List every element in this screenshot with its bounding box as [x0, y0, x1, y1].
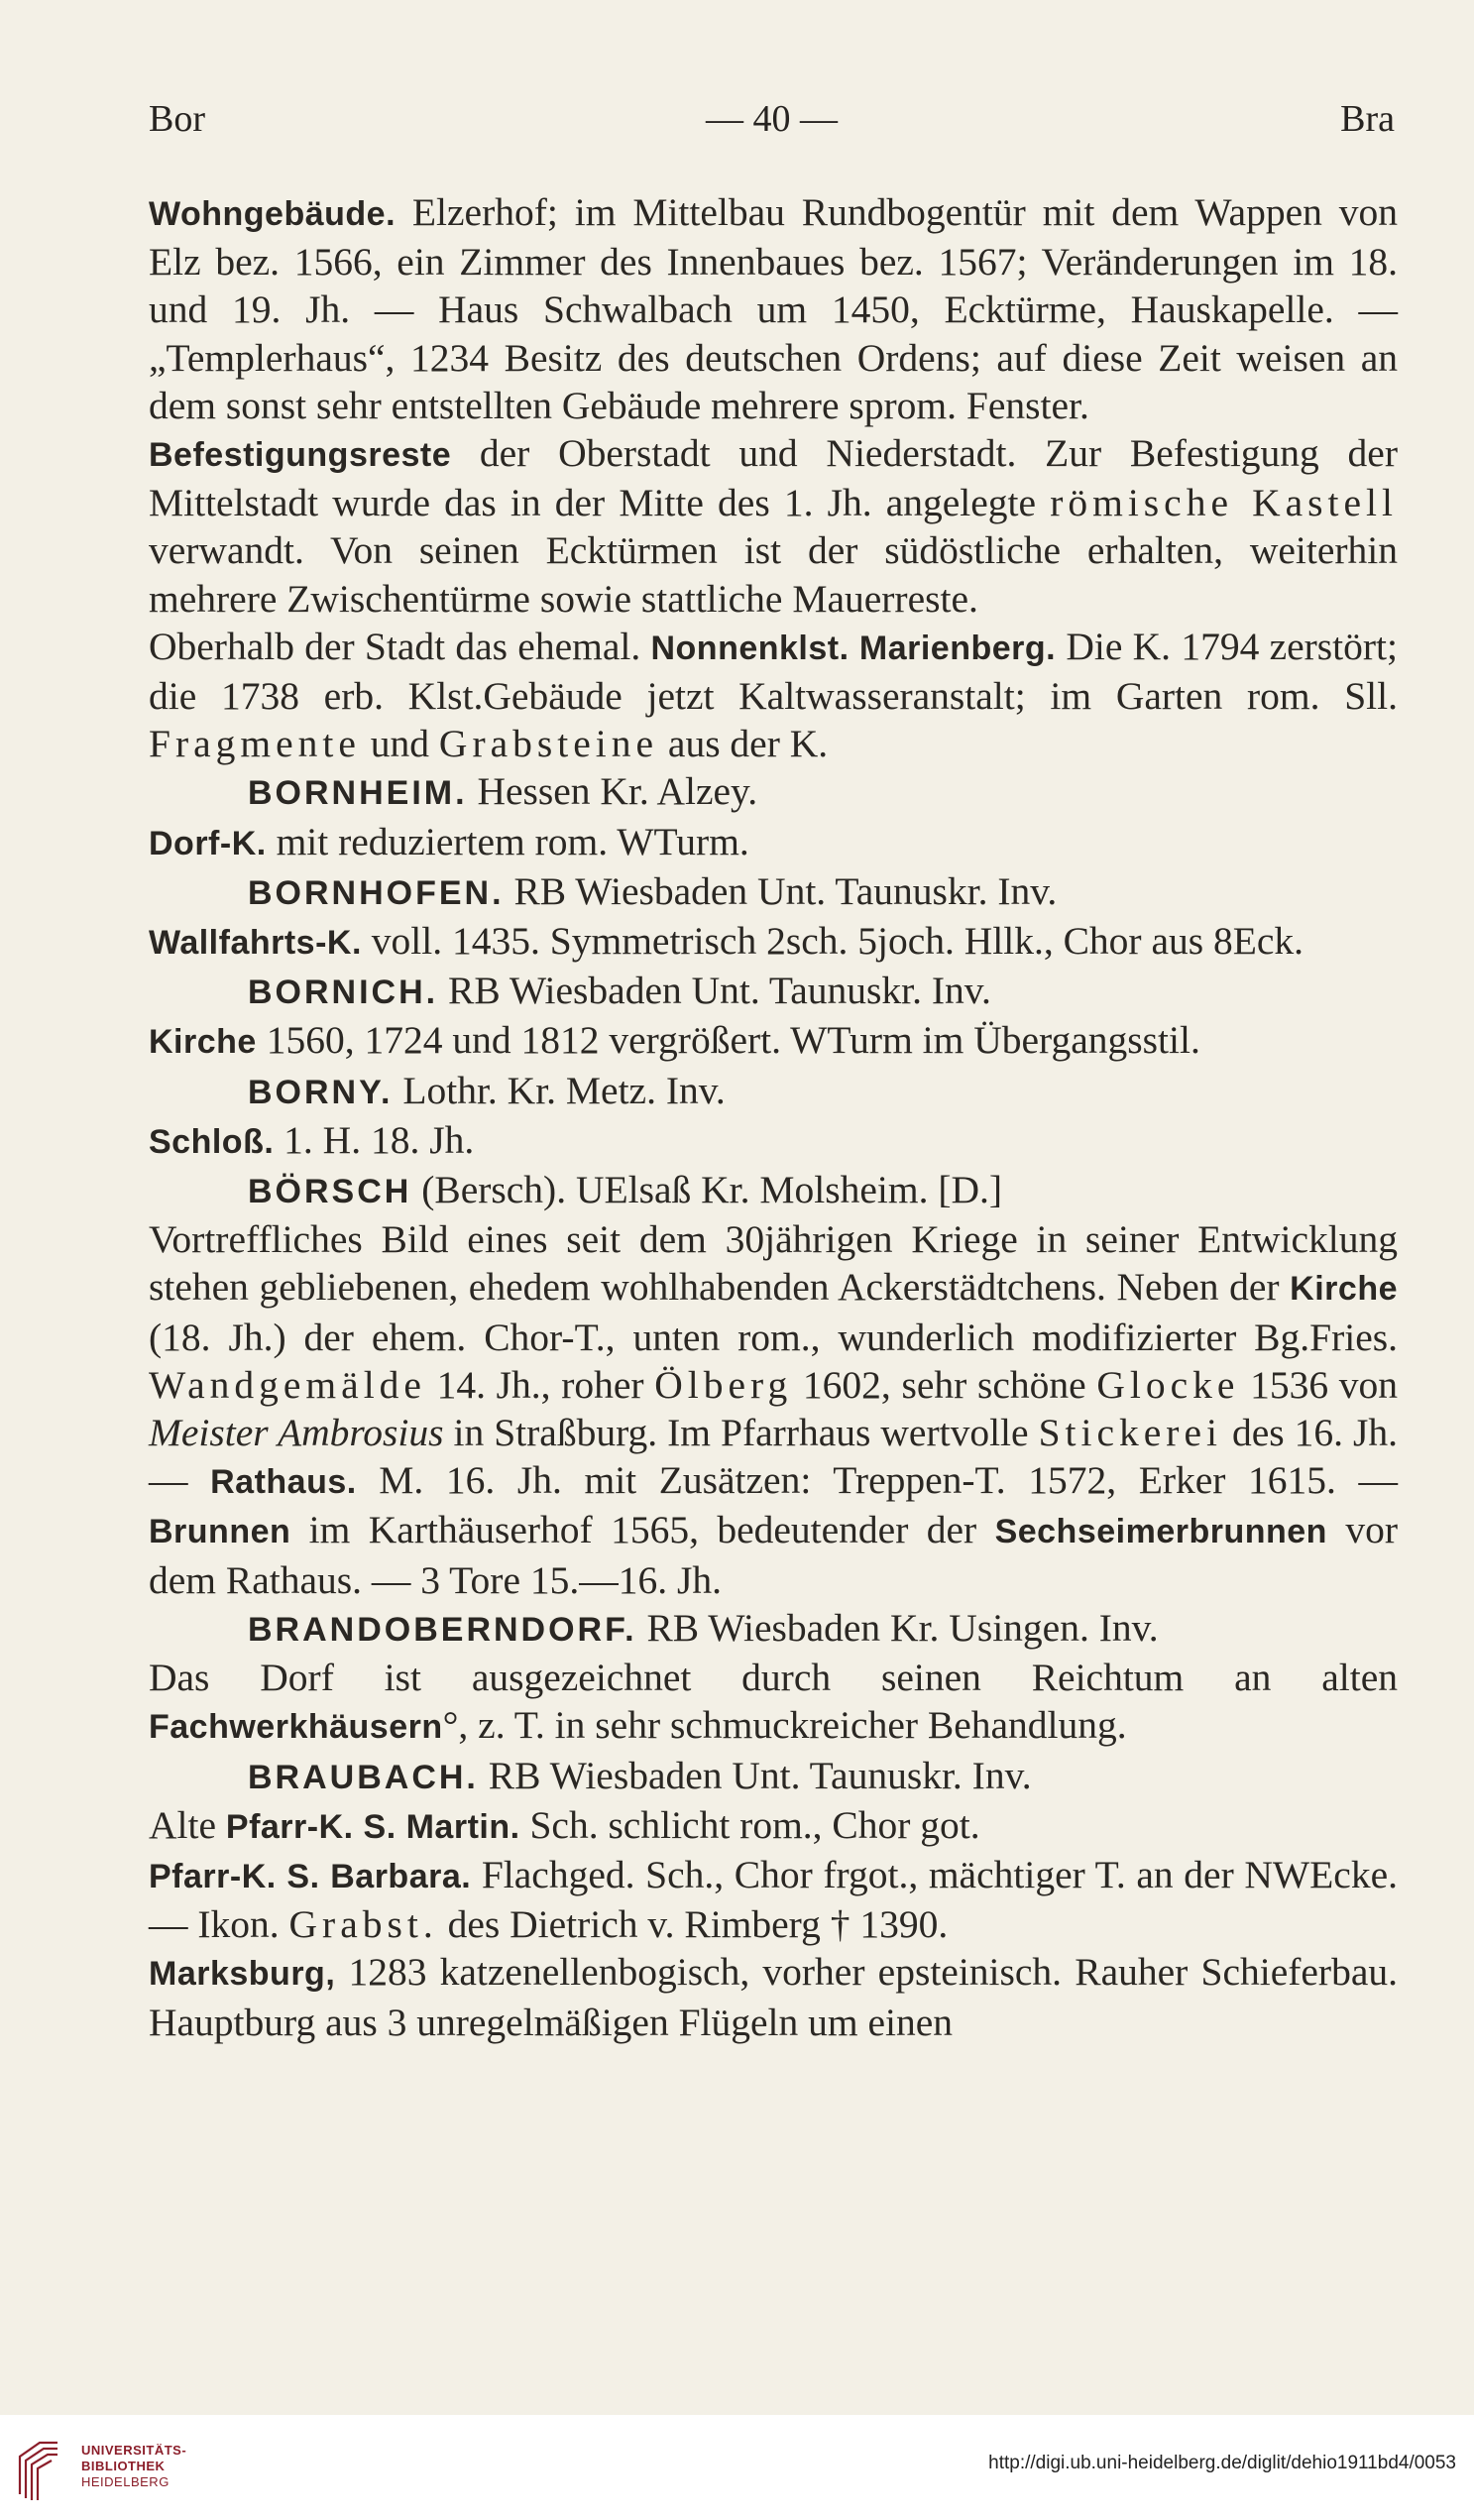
text-run: Flachged. Sch., Chor frgot., mächtiger T. an der NWEcke. — Ikon. — [149, 1852, 1398, 1947]
library-line-1: UNIVERSITÄTS- — [81, 2443, 187, 2458]
paragraph — [149, 429, 1398, 623]
footer-bar — [0, 2415, 1474, 2520]
paragraph — [149, 188, 1398, 429]
text-run: RB Wiesbaden Unt. Taunuskr. Inv. — [438, 969, 991, 1013]
paragraph — [149, 1801, 1398, 1851]
place-heading: BRAUBACH. — [248, 1758, 479, 1796]
text-run: Meister Ambrosius — [149, 1411, 444, 1455]
keyword: Rathaus. — [210, 1463, 357, 1502]
header-right: Bra — [1340, 98, 1395, 140]
library-line-2: BIBLIOTHEK — [81, 2459, 166, 2473]
text-run: 14. Jh., roher — [425, 1362, 655, 1407]
text-run: Grabsteine — [438, 722, 659, 766]
text-run: und — [360, 722, 439, 766]
text-run: (18. Jh.) der ehem. Chor-T., unten rom., wunderlich modifizierter Bg.Fries. — [149, 1315, 1398, 1359]
text-run: °, z. T. in sehr schmuckreicher Behandlung. — [442, 1703, 1127, 1748]
text-run: (Bersch). UElsaß Kr. Molsheim. [D.] — [411, 1168, 1003, 1212]
paragraph — [149, 1948, 1398, 2045]
text-run: 1283 katzenellenbogisch, vorher epsteinisch. Rauher Schieferbau. Hauptburg aus 3 unregelmäßigen Flügeln um einen — [149, 1950, 1398, 2044]
text-run: voll. 1435. Symmetrisch 2sch. 5joch. Hllk., Chor aus 8Eck. — [361, 919, 1304, 964]
text-run: der Oberstadt und Niederstadt. Zur Befestigung der Mittelstadt wurde das in der Mitte des 1. Jh. angelegte — [149, 431, 1398, 525]
text-run: RB Wiesbaden Unt. Taunuskr. Inv. — [504, 868, 1058, 913]
text-run: im Karthäuserhof 1565, bedeutender der — [290, 1508, 995, 1552]
paragraph — [149, 1851, 1398, 1948]
keyword: Wallfahrts-K. — [149, 924, 362, 963]
paragraph — [149, 767, 1398, 817]
keyword: Fachwerkhäusern — [149, 1708, 443, 1747]
text-run: 1560, 1724 und 1812 vergrößert. WTurm im Übergangsstil. — [256, 1018, 1200, 1063]
paragraph — [149, 1215, 1398, 1604]
keyword: Schloß. — [149, 1122, 275, 1161]
keyword: Dorf-K. — [149, 824, 267, 862]
text-run: 1602, sehr schöne — [792, 1362, 1097, 1407]
place-heading: BORNHEIM. — [248, 774, 468, 813]
paragraph — [149, 1016, 1398, 1066]
paragraph — [149, 1752, 1398, 1801]
paragraph — [149, 623, 1398, 768]
text-run: Glocke — [1096, 1362, 1240, 1407]
page-number: — 40 — — [706, 98, 838, 140]
paragraph — [149, 967, 1398, 1016]
body-text — [149, 188, 1398, 2046]
text-run: des Dietrich v. Rimberg † 1390. — [437, 1902, 949, 1947]
paragraph — [149, 818, 1398, 867]
keyword: Kirche — [1290, 1270, 1398, 1309]
place-heading: BORNY. — [248, 1073, 394, 1111]
keyword: Pfarr-K. S. Barbara. — [149, 1857, 472, 1895]
keyword: Marksburg, — [149, 1955, 336, 1994]
paragraph — [149, 917, 1398, 967]
running-header — [149, 97, 1395, 157]
permalink[interactable]: http://digi.ub.uni-heidelberg.de/diglit/dehio1911bd4/0053 — [988, 2453, 1456, 2473]
text-run: verwandt. Von seinen Ecktürmen ist der südöstliche erhalten, weiterhin mehrere Zwischentürme sowie stattliche Mauerreste. — [149, 528, 1398, 621]
place-heading: BORNHOFEN. — [248, 873, 505, 912]
text-run: Alte — [149, 1802, 226, 1847]
paragraph — [149, 1604, 1398, 1654]
keyword: Brunnen — [149, 1513, 291, 1551]
place-heading: BORNICH. — [248, 974, 439, 1012]
library-line-3: HEIDELBERG — [81, 2474, 170, 2489]
paragraph — [149, 1654, 1398, 1751]
text-run: Ölberg — [654, 1362, 793, 1407]
text-run: römische Kastell — [1050, 481, 1398, 525]
text-run: RB Wiesbaden Kr. Usingen. Inv. — [636, 1605, 1159, 1650]
keyword: Wohngebäude. — [149, 195, 397, 233]
paragraph — [149, 1116, 1398, 1166]
text-run: Oberhalb der Stadt das ehemal. — [149, 624, 651, 668]
keyword: Nonnenklst. Marienberg. — [650, 629, 1057, 667]
keyword: Kirche — [149, 1023, 257, 1062]
text-run: Hessen Kr. Alzey. — [467, 769, 758, 814]
text-run: vor dem Rathaus. — 3 Tore 15.—16. Jh. — [149, 1508, 1398, 1602]
text-run: Grabst. — [288, 1902, 438, 1947]
text-run: Wandgemälde — [149, 1362, 426, 1407]
text-run: M. 16. Jh. mit Zusätzen: Treppen-T. 1572, Erker 1615. — — [356, 1458, 1398, 1503]
library-name — [81, 2443, 186, 2490]
text-run: 1536 von — [1239, 1362, 1398, 1407]
keyword: Sechseimerbrunnen — [994, 1513, 1327, 1551]
text-run: Elzerhof; im Mittelbau Rundbogentür mit dem Wappen von Elz bez. 1566, ein Zimmer des Innenbaues bez. 1567; Veränderungen im 18. und 19. Jh. — Haus Schwalbach um 1450, Ecktürme, Hauskapelle. — „Templerhaus“, 1234 Besitz des deutschen Ordens; auf diese Zeit weisen an dem sonst sehr entstellten Gebäude mehrere sprom. Fenster. — [149, 190, 1398, 427]
text-run: 1. H. 18. Jh. — [274, 1117, 475, 1162]
keyword: Befestigungsreste — [149, 436, 452, 475]
paragraph — [149, 1067, 1398, 1116]
text-run: Sch. schlicht rom., Chor got. — [519, 1802, 980, 1847]
keyword: Pfarr-K. S. Martin. — [225, 1807, 520, 1846]
text-run: Fragmente — [149, 722, 361, 766]
header-left: Bor — [149, 98, 205, 140]
text-run: Lothr. Kr. Metz. Inv. — [393, 1068, 726, 1112]
text-run: RB Wiesbaden Unt. Taunuskr. Inv. — [478, 1753, 1032, 1797]
text-run: Vortreffliches Bild eines seit dem 30jährigen Kriege in seiner Entwicklung stehen gebliebenen, ehedem wohlhabenden Ackerstädtchens. Neben der — [149, 1217, 1398, 1310]
text-run: Die K. 1794 zerstört; die 1738 erb. Klst.Gebäude jetzt Kaltwasseranstalt; im Garten rom. Sll. — [149, 624, 1398, 719]
text-run: des 16. Jh. — — [149, 1411, 1398, 1503]
place-heading: BÖRSCH — [248, 1173, 412, 1211]
text-run: Stickerei — [1038, 1411, 1222, 1455]
text-run: mit reduziertem rom. WTurm. — [266, 819, 749, 863]
paragraph — [149, 867, 1398, 917]
paragraph — [149, 1166, 1398, 1215]
text-run: Das Dorf ist ausgezeichnet durch seinen Reichtum an alten — [149, 1656, 1398, 1700]
library-logo-icon — [14, 2435, 63, 2504]
text-run: in Straßburg. Im Pfarrhaus wertvolle — [443, 1411, 1039, 1455]
text-run: aus der K. — [658, 722, 829, 766]
place-heading: BRANDOBERNDORF. — [248, 1610, 637, 1649]
